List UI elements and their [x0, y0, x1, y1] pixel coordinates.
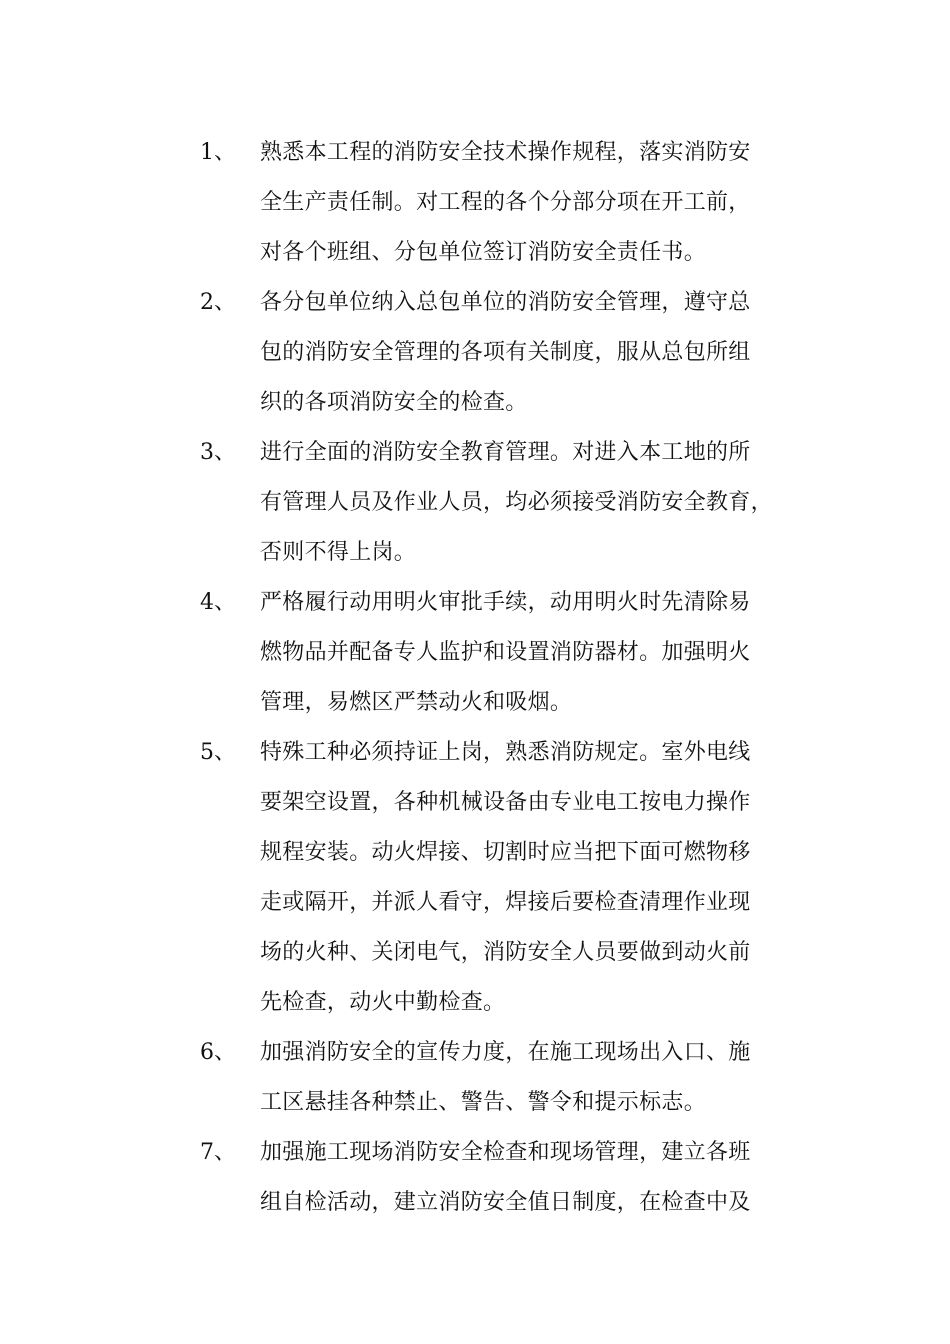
text-line: 要架空设置，各种机械设备由专业电工按电力操作: [260, 790, 751, 815]
text-line: 规程安装。动火焊接、切割时应当把下面可燃物移: [260, 840, 751, 865]
text-line: 加强施工现场消防安全检查和现场管理，建立各班: [260, 1140, 751, 1165]
numbered-list: [200, 128, 840, 1228]
item-text: [260, 578, 840, 728]
item-number: 7、: [200, 1140, 236, 1165]
text-line: 燃物品并配备专人监护和设置消防器材。加强明火: [260, 640, 751, 665]
item-text: [260, 1028, 840, 1128]
text-line: 各分包单位纳入总包单位的消防安全管理，遵守总: [260, 290, 751, 315]
list-item-4: [200, 578, 840, 728]
item-number: 2、: [200, 290, 236, 315]
item-text: [260, 278, 840, 428]
text-line: 进行全面的消防安全教育管理。对进入本工地的所: [260, 440, 751, 465]
item-number: 4、: [200, 590, 236, 615]
text-line: 走或隔开，并派人看守，焊接后要检查清理作业现: [260, 890, 751, 915]
text-line: 管理，易燃区严禁动火和吸烟。: [260, 690, 573, 715]
text-line: 有管理人员及作业人员，均必须接受消防安全教育，: [260, 490, 773, 515]
list-item-7: [200, 1128, 840, 1228]
text-line: 熟悉本工程的消防安全技术操作规程，落实消防安: [260, 140, 751, 165]
list-item-3: [200, 428, 840, 578]
item-text: [260, 1128, 840, 1228]
text-line: 工区悬挂各种禁止、警告、警令和提示标志。: [260, 1090, 707, 1115]
text-line: 场的火种、关闭电气，消防安全人员要做到动火前: [260, 940, 751, 965]
text-line: 严格履行动用明火审批手续，动用明火时先清除易: [260, 590, 751, 615]
item-text: [260, 428, 840, 578]
list-item-5: [200, 728, 840, 1028]
text-line: 织的各项消防安全的检查。: [260, 390, 528, 415]
text-line: 对各个班组、分包单位签订消防安全责任书。: [260, 240, 707, 265]
list-item-2: [200, 278, 840, 428]
list-item-1: [200, 128, 840, 278]
list-item-6: [200, 1028, 840, 1128]
text-line: 全生产责任制。对工程的各个分部分项在开工前，: [260, 190, 751, 215]
item-number: 6、: [200, 1040, 236, 1065]
item-number: 5、: [200, 740, 236, 765]
item-number: 1、: [200, 140, 236, 165]
text-line: 否则不得上岗。: [260, 540, 417, 565]
text-line: 加强消防安全的宣传力度，在施工现场出入口、施: [260, 1040, 751, 1065]
text-line: 包的消防安全管理的各项有关制度，服从总包所组: [260, 340, 751, 365]
item-text: [260, 128, 840, 278]
item-number: 3、: [200, 440, 236, 465]
text-line: 先检查，动火中勤检查。: [260, 990, 506, 1015]
text-line: 特殊工种必须持证上岗，熟悉消防规定。室外电线: [260, 740, 751, 765]
text-line: 组自检活动，建立消防安全值日制度，在检查中及: [260, 1190, 751, 1215]
item-text: [260, 728, 840, 1028]
